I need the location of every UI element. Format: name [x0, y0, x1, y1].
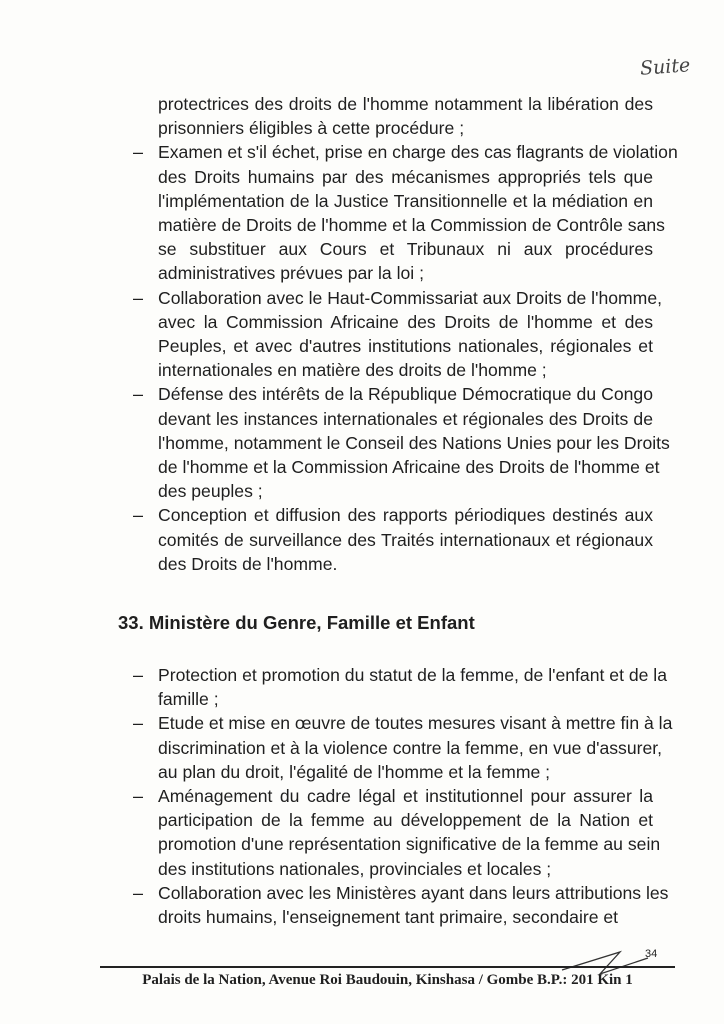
list-item-line: de l'homme et la Commission Africaine des Droits de l'homme et [158, 457, 660, 477]
list-item-line: internationales en matière des droits de l'homme ; [158, 360, 547, 381]
bullet-dash: – [133, 287, 144, 308]
list-item-line: Collaboration avec le Haut-Commissariat aux Droits de l'homme, [158, 287, 662, 308]
list-item-line: Protection et promotion du statut de la femme, de l'enfant et de la [158, 665, 667, 685]
bullet-dash: – [133, 882, 144, 903]
list-item-line: Collaboration avec les Ministères ayant dans leurs attributions les [158, 882, 669, 903]
list-item-line: comités de surveillance des Traités internationaux et régionaux [158, 529, 653, 550]
bullet-dash: – [133, 665, 144, 685]
list-item-line: Aménagement du cadre légal et institutionnel pour assurer la [158, 786, 653, 806]
list-item-line: protectrices des droits de l'homme notamment la libération des [158, 94, 653, 114]
bullet-dash: – [133, 384, 144, 405]
page-number: 34 [645, 948, 658, 960]
list-item-line: des Droits humains par des mécanismes appropriés tels que [158, 166, 653, 187]
list-item-line: matière de Droits de l'homme et la Commission de Contrôle sans [158, 215, 665, 235]
section-heading: 33. Ministère du Genre, Famille et Enfant [118, 612, 475, 633]
list-item-line: discrimination et à la violence contre la femme, en vue d'assurer, [158, 737, 663, 758]
list-item-line: l'implémentation de la Justice Transitionnelle et la médiation en [158, 190, 653, 211]
suite-annotation: Suite [639, 54, 691, 80]
list-item-line: Peuples, et avec d'autres institutions nationales, régionales et [158, 336, 653, 356]
list-item-line: promotion d'une représentation significative de la femme au sein [158, 834, 661, 855]
list-item-line: des Droits de l'homme. [158, 553, 338, 574]
list-item-line: des peuples ; [158, 481, 263, 502]
list-item-line: droits humains, l'enseignement tant primaire, secondaire et [158, 907, 619, 927]
footer-divider [100, 966, 675, 968]
list-item-line: famille ; [158, 689, 219, 710]
list-item-line: au plan du droit, l'égalité de l'homme et la femme ; [158, 761, 551, 782]
bullet-dash: – [133, 142, 144, 163]
list-item-line: Etude et mise en œuvre de toutes mesures visant à mettre fin à la [158, 713, 673, 734]
list-item-line: prisonniers éligibles à cette procédure ; [158, 118, 465, 139]
list-item-line: des institutions nationales, provinciales et locales ; [158, 858, 552, 879]
bullet-dash: – [133, 786, 144, 806]
list-item-line: participation de la femme au développement de la Nation et [158, 810, 653, 831]
list-item-line: se substituer aux Cours et Tribunaux ni aux procédures [158, 239, 653, 260]
list-item-line: avec la Commission Africaine des Droits de l'homme et des [158, 311, 653, 332]
bullet-dash: – [133, 505, 144, 526]
list-item-line: devant les instances internationales et régionales des Droits de [158, 408, 653, 429]
bullet-dash: – [133, 713, 144, 734]
list-item-line: administratives prévues par la loi ; [158, 263, 424, 284]
list-item-line: Examen et s'il échet, prise en charge des cas flagrants de violation [158, 142, 678, 163]
footer-address: Palais de la Nation, Avenue Roi Baudouin, Kinshasa / Gombe B.P.: 201 Kin 1 [142, 972, 633, 988]
list-item-line: Défense des intérêts de la République Démocratique du Congo [158, 384, 653, 405]
list-item-line: l'homme, notamment le Conseil des Nations Unies pour les Droits [158, 432, 670, 453]
list-item-line: Conception et diffusion des rapports périodiques destinés aux [158, 505, 653, 526]
